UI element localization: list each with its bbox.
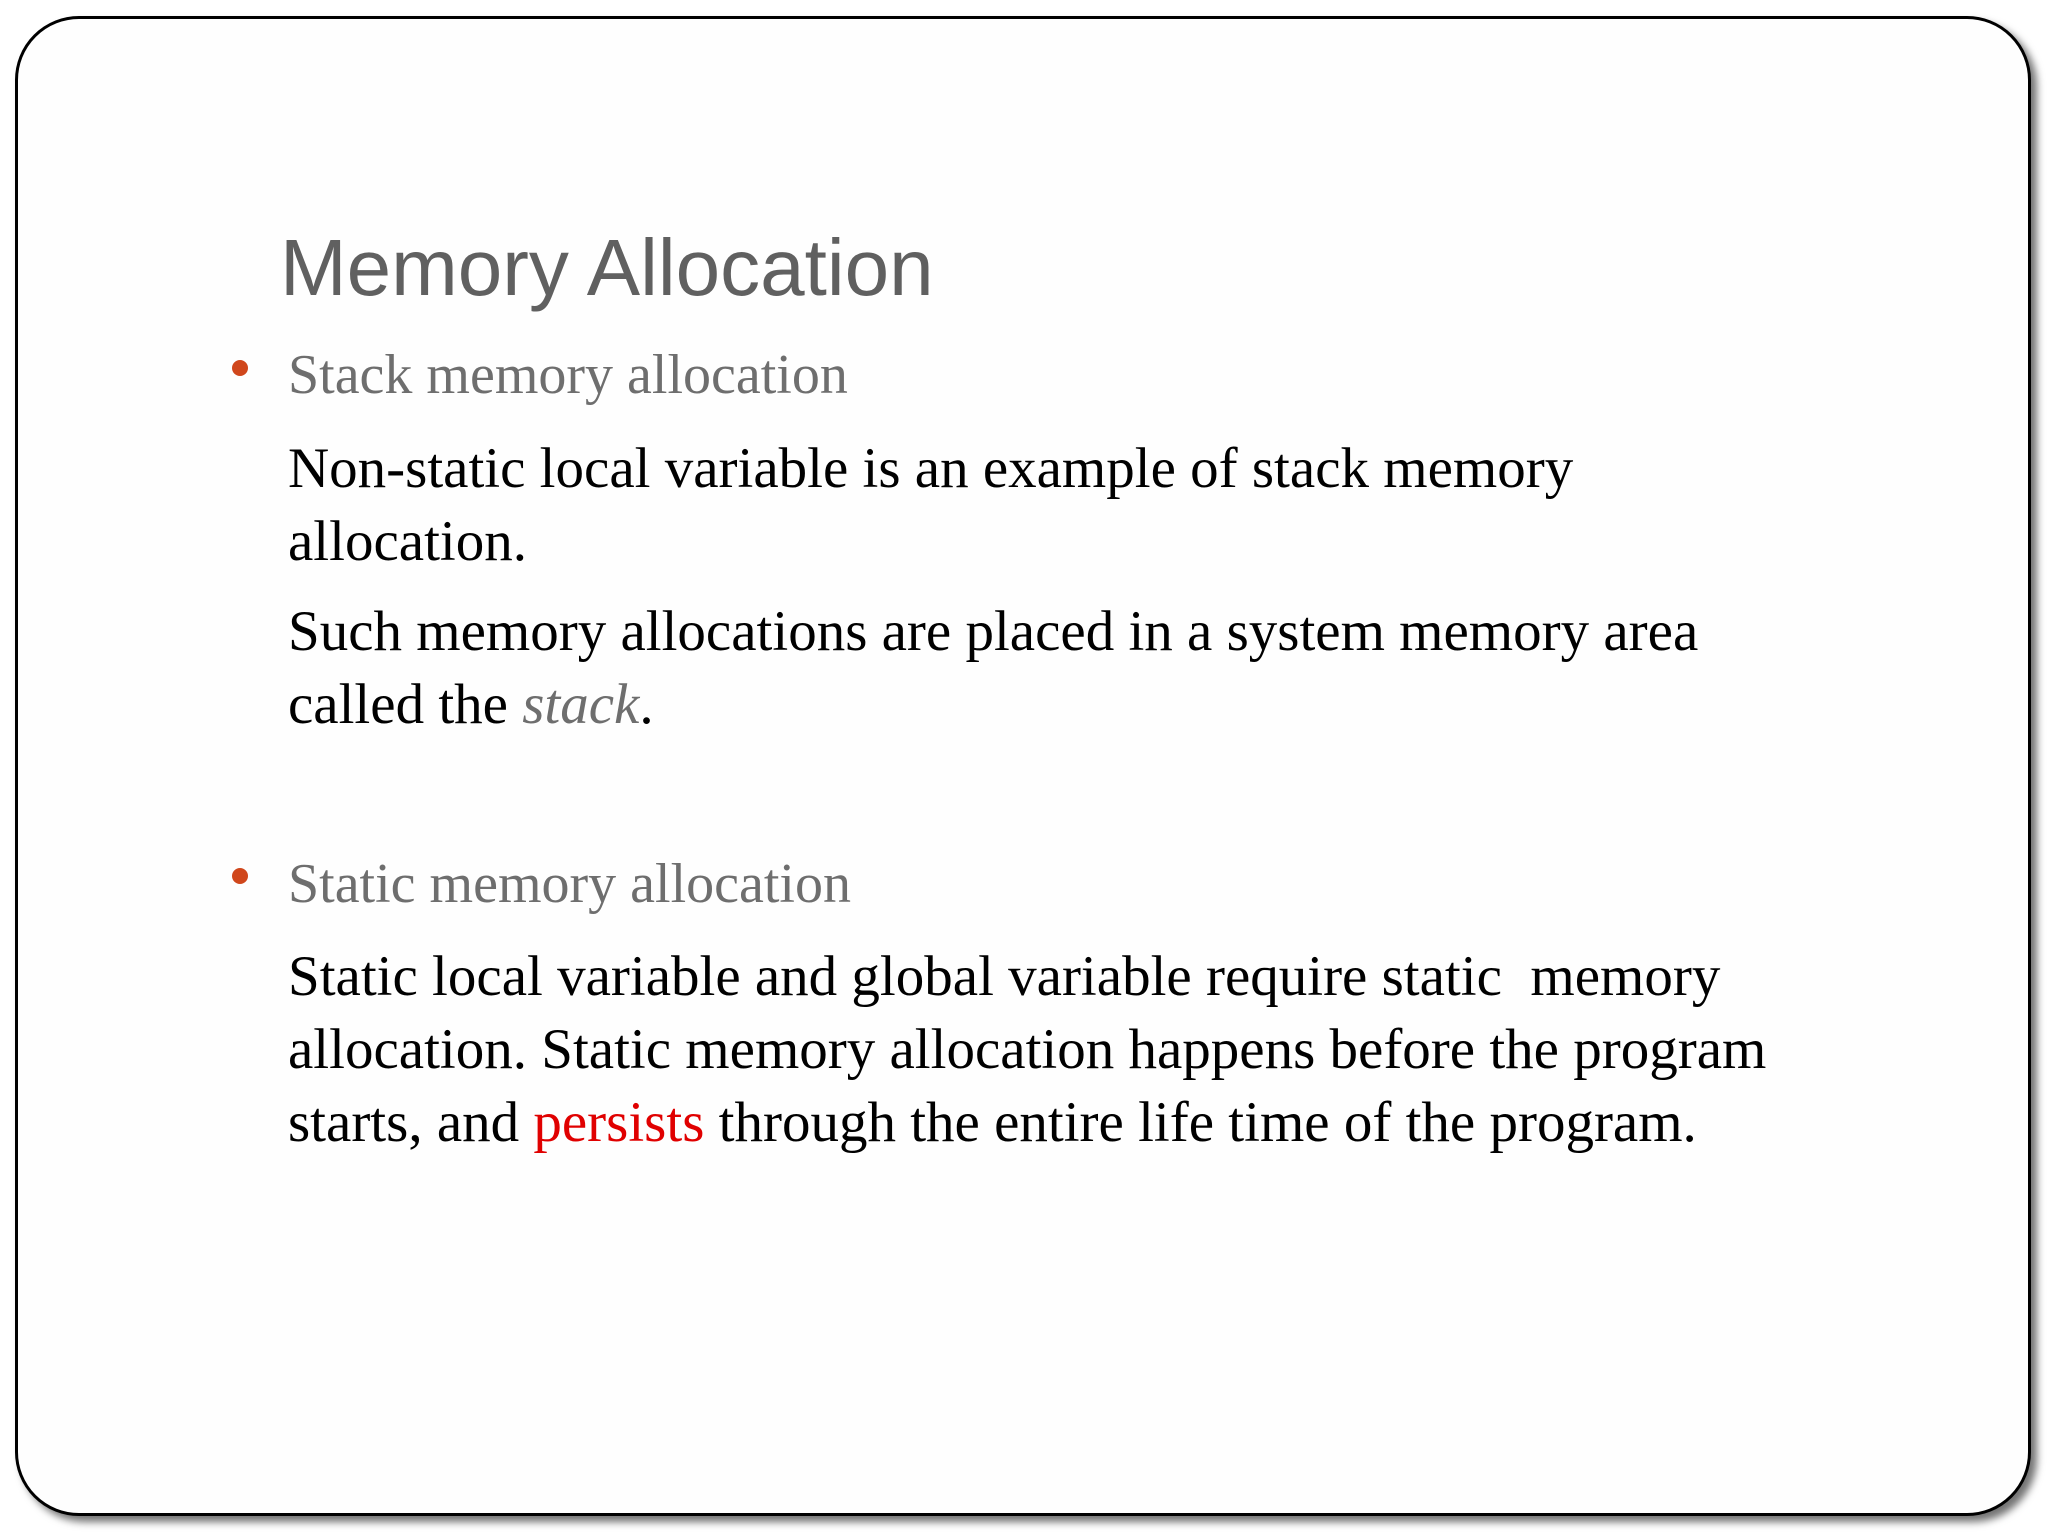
section-heading-static: Static memory allocation bbox=[288, 853, 851, 915]
emphasized-term-persists: persists bbox=[533, 1091, 705, 1154]
text-line: allocation. Static memory allocation happens before the program bbox=[288, 1018, 1767, 1081]
text-fragment: . bbox=[639, 673, 654, 736]
text-line: Static local variable and global variable require static memory bbox=[288, 945, 1721, 1008]
text-line: Such memory allocations are placed in a system memory area bbox=[288, 600, 1699, 663]
static-paragraph bbox=[288, 940, 1988, 1159]
text-line: called the bbox=[288, 673, 523, 736]
section-heading-stack: Stack memory allocation bbox=[288, 344, 848, 406]
text-line: starts, and bbox=[288, 1091, 534, 1154]
bullet-icon bbox=[232, 868, 248, 884]
text-line: allocation. bbox=[288, 510, 527, 573]
emphasized-term-stack: stack bbox=[522, 673, 640, 736]
stack-paragraph-1 bbox=[288, 432, 1988, 578]
slide-title: Memory Allocation bbox=[280, 223, 934, 312]
text-fragment: through the entire life time of the program. bbox=[704, 1091, 1697, 1154]
text-line: Non-static local variable is an example of stack memory bbox=[288, 437, 1574, 500]
stack-paragraph-2 bbox=[288, 595, 1988, 741]
bullet-icon bbox=[232, 360, 248, 376]
